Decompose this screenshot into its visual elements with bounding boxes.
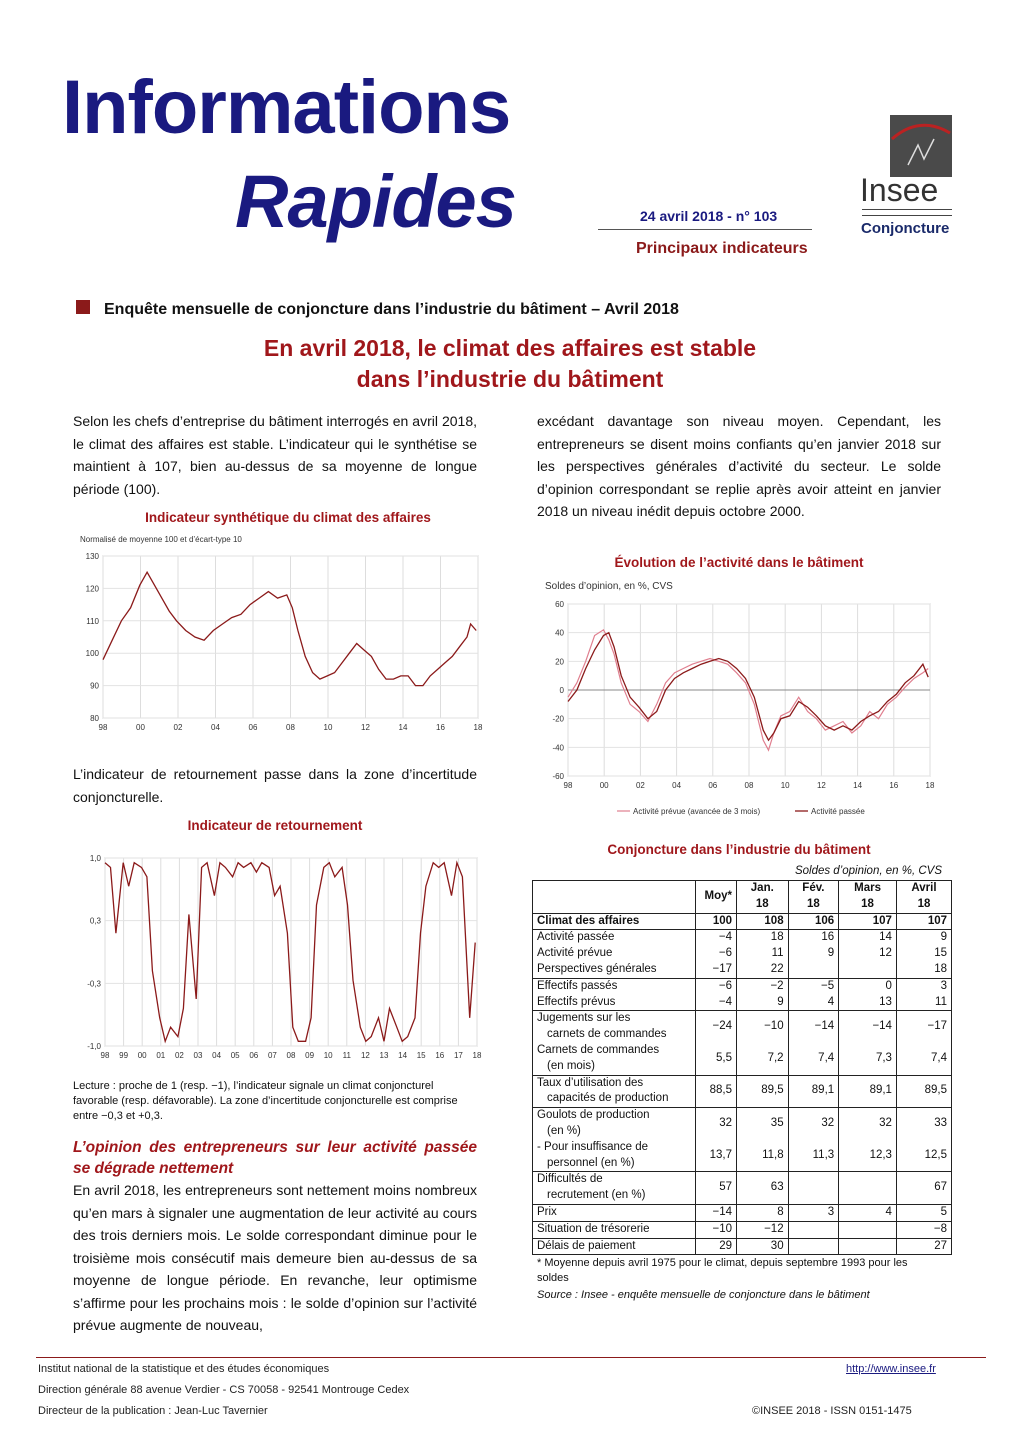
cell-jan: 30 bbox=[737, 1238, 789, 1255]
x-tick-label: 16 bbox=[435, 1051, 445, 1060]
row-label: Jugements sur les carnets de commandes bbox=[533, 1011, 696, 1043]
headline-line-1: En avril 2018, le climat des affaires est stable bbox=[263, 335, 757, 361]
cell-moy: 88,5 bbox=[696, 1075, 737, 1108]
y-tick-label: 110 bbox=[86, 616, 99, 626]
table-row bbox=[533, 913, 952, 930]
chart-retournement bbox=[75, 848, 485, 1063]
chart-climat-subtitle: Normalisé de moyenne 100 et d’écart-type 10 bbox=[80, 535, 242, 544]
footer-rule bbox=[36, 1357, 986, 1358]
cell-avril: −17 bbox=[896, 1011, 951, 1043]
x-tick-label: 17 bbox=[453, 1051, 463, 1060]
cell-avril: 18 bbox=[896, 962, 951, 978]
cell-jan: 8 bbox=[737, 1204, 789, 1221]
x-tick-label: 12 bbox=[360, 1051, 370, 1060]
y-tick-label: -40 bbox=[552, 743, 564, 753]
header-fev: Fév. 18 bbox=[788, 881, 839, 914]
cell-jan: 11,8 bbox=[737, 1140, 789, 1172]
y-tick-label: 80 bbox=[90, 714, 99, 723]
x-tick-label: 11 bbox=[342, 1051, 351, 1060]
cell-moy: −6 bbox=[696, 978, 737, 994]
chart-activite-title: Évolution de l’activité dans le bâtiment bbox=[614, 555, 864, 570]
x-tick-label: 14 bbox=[398, 723, 408, 732]
article-headline bbox=[160, 333, 860, 395]
table-row bbox=[533, 930, 952, 946]
cell-mars: 107 bbox=[839, 913, 897, 930]
table-row bbox=[533, 1204, 952, 1221]
table-row bbox=[533, 962, 952, 978]
cell-fev bbox=[788, 1221, 839, 1238]
cell-fev: 4 bbox=[788, 995, 839, 1011]
cell-moy: −4 bbox=[696, 995, 737, 1011]
table-row bbox=[533, 978, 952, 994]
footer-copyright: ©INSEE 2018 - ISSN 0151-1475 bbox=[752, 1405, 912, 1417]
table-row bbox=[533, 1075, 952, 1108]
y-tick-label: 100 bbox=[85, 649, 99, 659]
cell-fev: 106 bbox=[788, 913, 839, 930]
chart-retournement-title: Indicateur de retournement bbox=[187, 818, 363, 833]
cell-avril: −8 bbox=[896, 1221, 951, 1238]
insee-logo-mark bbox=[890, 115, 952, 177]
chart-activite-subtitle: Soldes d’opinion, en %, CVS bbox=[545, 581, 673, 592]
conjoncture-table bbox=[532, 880, 952, 1255]
row-label: Effectifs prévus bbox=[537, 995, 616, 1008]
table-row bbox=[533, 1221, 952, 1238]
cell-fev: 7,4 bbox=[788, 1043, 839, 1075]
row-label: Difficultés de recrutement (en %) bbox=[533, 1172, 696, 1205]
cell-mars bbox=[839, 1221, 897, 1238]
cell-moy: 29 bbox=[696, 1238, 737, 1255]
x-tick-label: 06 bbox=[708, 781, 718, 790]
insee-logo-subtitle: Conjoncture bbox=[861, 220, 950, 237]
header-jan: Jan. 18 bbox=[737, 881, 789, 914]
cell-mars: 32 bbox=[839, 1108, 897, 1140]
cell-avril: 3 bbox=[896, 978, 951, 994]
x-tick-label: 01 bbox=[156, 1051, 166, 1060]
header-moy: Moy* bbox=[696, 881, 737, 914]
row-label: Perspectives générales bbox=[537, 962, 657, 975]
climat-series-line bbox=[103, 572, 476, 685]
y-tick-label: 60 bbox=[555, 600, 564, 609]
x-tick-label: 98 bbox=[98, 723, 108, 732]
table-row bbox=[533, 995, 952, 1011]
x-tick-label: 04 bbox=[211, 723, 220, 732]
x-tick-label: 16 bbox=[436, 723, 445, 732]
table-footnote: * Moyenne depuis avril 1975 pour le climat, depuis septembre 1993 pour les soldes bbox=[537, 1257, 908, 1284]
y-tick-label: 40 bbox=[555, 628, 564, 638]
cell-avril: 5 bbox=[896, 1204, 951, 1221]
headline-line-2: dans l’industrie du bâtiment bbox=[356, 366, 664, 392]
table-row bbox=[533, 1108, 952, 1140]
cell-mars bbox=[839, 1172, 897, 1205]
table-source bbox=[537, 1288, 937, 1303]
cell-fev bbox=[788, 1238, 839, 1255]
insee-logo-icon bbox=[890, 115, 952, 177]
x-tick-label: 00 bbox=[137, 1051, 147, 1060]
cell-fev: −14 bbox=[788, 1011, 839, 1043]
cell-avril: 15 bbox=[896, 946, 951, 962]
cell-fev: 16 bbox=[788, 930, 839, 946]
cell-jan: 11 bbox=[737, 946, 789, 962]
chart-climat bbox=[75, 548, 485, 743]
x-tick-label: 07 bbox=[267, 1051, 277, 1060]
logo-divider bbox=[862, 209, 952, 216]
y-tick-label: 0,3 bbox=[89, 916, 101, 926]
cell-mars: 0 bbox=[839, 978, 897, 994]
x-tick-label: 05 bbox=[230, 1051, 240, 1060]
footer-institute: Institut national de la statistique et des études économiques bbox=[38, 1363, 330, 1375]
cell-mars: 89,1 bbox=[839, 1075, 897, 1108]
cell-avril: 67 bbox=[896, 1172, 951, 1205]
cell-fev bbox=[788, 962, 839, 978]
x-tick-label: 14 bbox=[398, 1051, 408, 1060]
chart-activite-legend bbox=[617, 807, 865, 816]
cell-fev: −5 bbox=[788, 978, 839, 994]
cell-fev: 89,1 bbox=[788, 1075, 839, 1108]
publication-subtitle: Rapides bbox=[235, 160, 516, 243]
y-tick-label: 0 bbox=[559, 686, 564, 695]
cell-avril: 9 bbox=[896, 930, 951, 946]
header-avril: Avril 18 bbox=[896, 881, 951, 914]
row-label: Activité prévue bbox=[537, 947, 613, 960]
article-kicker: Enquête mensuelle de conjoncture dans l’industrie du bâtiment – Avril 2018 bbox=[104, 301, 679, 318]
row-label: Climat des affaires bbox=[533, 913, 696, 930]
cell-fev: 11,3 bbox=[788, 1140, 839, 1172]
x-tick-label: 10 bbox=[323, 1051, 333, 1060]
x-tick-label: 13 bbox=[379, 1051, 389, 1060]
row-label: Prix bbox=[533, 1204, 696, 1221]
footer-director: Directeur de la publication : Jean-Luc Tavernier bbox=[38, 1405, 268, 1417]
cell-mars bbox=[839, 1238, 897, 1255]
x-tick-label: 98 bbox=[100, 1051, 110, 1060]
x-tick-label: 06 bbox=[249, 1051, 259, 1060]
cell-moy: −24 bbox=[696, 1011, 737, 1043]
x-tick-label: 12 bbox=[361, 723, 370, 732]
section-subhead: L’opinion des entrepreneurs sur leur activité passée se dégrade nettement bbox=[73, 1139, 477, 1177]
x-tick-label: 00 bbox=[136, 723, 145, 732]
body-left-paragraph: En avril 2018, les entrepreneurs sont nettement moins nombreux qu’en mars à signaler une augmentation de leur activité au cours des trois derniers mois. Le solde correspondant diminue pour le troisième mois consécutif mais demeure bien au-dessus de sa moyenne de longue période. En revanche, leur optimisme s’affirme pour les prochains mois : le solde d’opinion sur l’activité prévue augmente de nouveau, bbox=[73, 1182, 477, 1333]
y-tick-label: -20 bbox=[552, 714, 564, 724]
cell-moy: −6 bbox=[696, 946, 737, 962]
cell-jan: 22 bbox=[737, 962, 789, 978]
cell-mars: 14 bbox=[839, 930, 897, 946]
x-tick-label: 02 bbox=[174, 1051, 184, 1060]
row-label: Effectifs passés bbox=[533, 978, 696, 994]
cell-moy: −10 bbox=[696, 1221, 737, 1238]
y-tick-label: 1,0 bbox=[89, 854, 101, 863]
cell-jan: 89,5 bbox=[737, 1075, 789, 1108]
cell-avril: 107 bbox=[896, 913, 951, 930]
table-row bbox=[533, 1043, 952, 1075]
cell-mars: 12,3 bbox=[839, 1140, 897, 1172]
issue-date: 24 avril 2018 - n° 103 bbox=[640, 208, 778, 224]
table-row bbox=[533, 1238, 952, 1255]
legend-prevue: Activité prévue (avancée de 3 mois) bbox=[633, 807, 761, 816]
x-tick-label: 98 bbox=[563, 781, 573, 790]
chart-activite bbox=[540, 596, 950, 818]
x-tick-label: 09 bbox=[305, 1051, 315, 1060]
cell-mars: 7,3 bbox=[839, 1043, 897, 1075]
bullet-square-icon bbox=[76, 300, 90, 314]
x-tick-label: 12 bbox=[816, 781, 826, 790]
x-tick-label: 08 bbox=[286, 1051, 296, 1060]
header-mars: Mars 18 bbox=[839, 881, 897, 914]
x-tick-label: 18 bbox=[925, 781, 935, 790]
y-tick-label: 20 bbox=[555, 657, 564, 667]
x-tick-label: 99 bbox=[119, 1051, 129, 1060]
table-row bbox=[533, 1140, 952, 1172]
source-text: Insee - enquête mensuelle de conjoncture dans le bâtiment bbox=[581, 1289, 870, 1301]
cell-jan: 9 bbox=[737, 995, 789, 1011]
row-label: Activité passée bbox=[533, 930, 696, 946]
activite-passee-series-line bbox=[568, 633, 928, 741]
retournement-paragraph: L’indicateur de retournement passe dans la zone d’incertitude conjoncturelle. bbox=[73, 766, 477, 805]
x-tick-label: 03 bbox=[193, 1051, 203, 1060]
x-tick-label: 00 bbox=[599, 781, 609, 790]
cell-avril: 89,5 bbox=[896, 1075, 951, 1108]
publication-title: Informations bbox=[62, 65, 511, 150]
cell-moy: −14 bbox=[696, 1204, 737, 1221]
cell-moy: 32 bbox=[696, 1108, 737, 1140]
cell-avril: 12,5 bbox=[896, 1140, 951, 1172]
lecture-note: Lecture : proche de 1 (resp. −1), l’indicateur signale un climat conjoncturel favorable (resp. défavorable). La zone d’incertitude conjoncturelle est comprise entre −0,3 et +0,3. bbox=[73, 1080, 458, 1122]
cell-mars bbox=[839, 962, 897, 978]
cell-fev: 9 bbox=[788, 946, 839, 962]
y-tick-label: 130 bbox=[85, 552, 99, 561]
cell-jan: −12 bbox=[737, 1221, 789, 1238]
cell-mars: 13 bbox=[839, 995, 897, 1011]
x-tick-label: 18 bbox=[473, 723, 483, 732]
x-tick-label: 14 bbox=[853, 781, 863, 790]
x-tick-label: 08 bbox=[744, 781, 754, 790]
table-units: Soldes d’opinion, en %, CVS bbox=[794, 865, 942, 877]
row-label: Carnets de commandes (en mois) bbox=[537, 1043, 660, 1072]
x-tick-label: 02 bbox=[173, 723, 183, 732]
table-row bbox=[533, 946, 952, 962]
body-right-paragraph: excédant davantage son niveau moyen. Cependant, les entrepreneurs se disent moins confiants qu’en janvier 2018 sur les perspectives générales d’activité du secteur. Le solde d’opinion correspondant se replie après avoir atteint en janvier 2018 un niveau inédit depuis octobre 2000. bbox=[537, 413, 941, 519]
cell-jan: −10 bbox=[737, 1011, 789, 1043]
cell-fev: 32 bbox=[788, 1108, 839, 1140]
x-tick-label: 18 bbox=[472, 1051, 482, 1060]
y-tick-label: -1,0 bbox=[87, 1042, 101, 1051]
x-tick-label: 02 bbox=[635, 781, 645, 790]
x-tick-label: 16 bbox=[889, 781, 899, 790]
cell-moy: −17 bbox=[696, 962, 737, 978]
cell-moy: −4 bbox=[696, 930, 737, 946]
cell-fev bbox=[788, 1172, 839, 1205]
cell-moy: 5,5 bbox=[696, 1043, 737, 1075]
y-tick-label: 120 bbox=[85, 584, 99, 594]
legend-passee: Activité passée bbox=[811, 807, 865, 816]
table-row bbox=[533, 1011, 952, 1043]
header-rule bbox=[598, 229, 812, 230]
x-tick-label: 04 bbox=[212, 1051, 222, 1060]
x-tick-label: 04 bbox=[672, 781, 682, 790]
cell-avril: 27 bbox=[896, 1238, 951, 1255]
cell-avril: 33 bbox=[896, 1108, 951, 1140]
table-header-row bbox=[533, 881, 952, 914]
table-title: Conjoncture dans l’industrie du bâtiment bbox=[607, 842, 871, 857]
y-tick-label: -60 bbox=[552, 772, 564, 781]
y-tick-label: 90 bbox=[90, 681, 99, 691]
cell-avril: 7,4 bbox=[896, 1043, 951, 1075]
row-label: - Pour insuffisance de personnel (en %) bbox=[537, 1140, 649, 1169]
x-tick-label: 06 bbox=[248, 723, 258, 732]
row-label: Taux d’utilisation des capacités de production bbox=[533, 1075, 696, 1108]
cell-jan: 18 bbox=[737, 930, 789, 946]
row-label: Situation de trésorerie bbox=[533, 1221, 696, 1238]
cell-jan: 63 bbox=[737, 1172, 789, 1205]
cell-mars: 12 bbox=[839, 946, 897, 962]
cell-mars: 4 bbox=[839, 1204, 897, 1221]
source-label: Source : bbox=[537, 1289, 578, 1301]
table-row bbox=[533, 1172, 952, 1205]
intro-paragraph: Selon les chefs d’entreprise du bâtiment interrogés en avril 2018, le climat des affaires est stable. L’indicateur qui le synthétise se maintient à 107, bien au-dessus de sa moyenne de longue période (100). bbox=[73, 413, 477, 497]
y-tick-label: -0,3 bbox=[87, 979, 101, 989]
chart-climat-title: Indicateur synthétique du climat des affaires bbox=[145, 510, 431, 525]
insee-logo-text: Insee bbox=[860, 172, 939, 208]
cell-mars: −14 bbox=[839, 1011, 897, 1043]
x-tick-label: 10 bbox=[323, 723, 333, 732]
series-label: Principaux indicateurs bbox=[636, 240, 808, 257]
cell-moy: 57 bbox=[696, 1172, 737, 1205]
cell-jan: 7,2 bbox=[737, 1043, 789, 1075]
x-tick-label: 08 bbox=[286, 723, 295, 732]
cell-jan: 35 bbox=[737, 1108, 789, 1140]
footer-url-link[interactable]: http://www.insee.fr bbox=[846, 1363, 936, 1375]
cell-fev: 3 bbox=[788, 1204, 839, 1221]
x-tick-label: 15 bbox=[416, 1051, 426, 1060]
cell-jan: 108 bbox=[737, 913, 789, 930]
row-label: Délais de paiement bbox=[533, 1238, 696, 1255]
row-label: Goulots de production (en %) bbox=[533, 1108, 696, 1140]
cell-moy: 13,7 bbox=[696, 1140, 737, 1172]
cell-moy: 100 bbox=[696, 913, 737, 930]
cell-avril: 11 bbox=[896, 995, 951, 1011]
x-tick-label: 10 bbox=[780, 781, 790, 790]
footer-address: Direction générale 88 avenue Verdier - CS 70058 - 92541 Montrouge Cedex bbox=[38, 1384, 410, 1396]
cell-jan: −2 bbox=[737, 978, 789, 994]
